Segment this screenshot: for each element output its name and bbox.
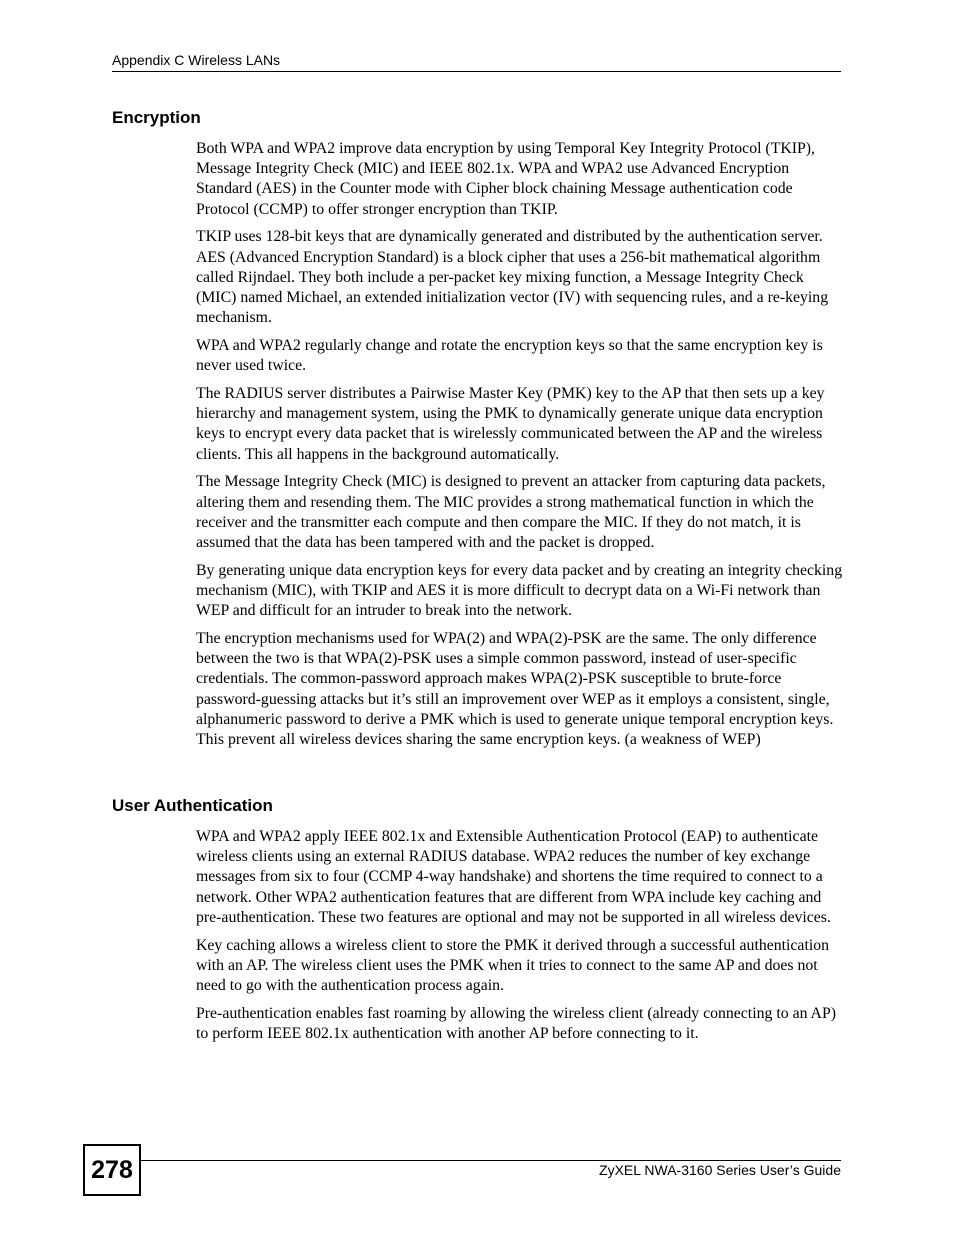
paragraph: TKIP uses 128-bit keys that are dynamically generated and distributed by the authentication server. AES (Advanced Encryption Standard) is a block cipher that uses a 256-bit mathematical algorithm called Rijndael. They both include a per-packet key mixing function, a Message Integrity Check (MIC) named Michael, an extended initialization vector (IV) with sequencing rules, and a re-keying mechanism.: [196, 228, 829, 327]
footer-guide-title: ZyXEL NWA-3160 Series User’s Guide: [599, 1162, 841, 1178]
paragraph: By generating unique data encryption keys for every data packet and by creating an integrity checking mechanism (MIC), with TKIP and AES it is more difficult to decrypt data on a Wi-Fi network than WEP and difficult for an intruder to break into the network.: [196, 561, 843, 620]
paragraph: Both WPA and WPA2 improve data encryption by using Temporal Key Integrity Protocol (TKIP), Message Integrity Check (MIC) and IEEE 802.1x. WPA and WPA2 use Advanced Encryption Standard (AES) in the Counter mode with Cipher block chaining Message authentication code Protocol (CCMP) to offer stronger encryption than TKIP.: [196, 140, 816, 218]
running-header-title: Appendix C Wireless LANs: [112, 52, 281, 68]
paragraph: WPA and WPA2 apply IEEE 802.1x and Extensible Authentication Protocol (EAP) to authenticate wireless clients using an external RADIUS database. WPA2 reduces the number of key exchange messages from six to four (CCMP 4-way handshake) and shortens the time required to connect to a network. Other WPA2 authentication features that are different from WPA include key caching and pre-authentication. These two features are optional and may not be supported in all wireless devices.: [196, 828, 831, 926]
user-authentication-section-body: [196, 827, 844, 1052]
section-heading-encryption: Encryption: [112, 108, 201, 127]
encryption-section-body: [196, 139, 844, 758]
paragraph: The Message Integrity Check (MIC) is designed to prevent an attacker from capturing data packets, altering them and resending them. The MIC provides a strong mathematical function in which the receiver and the transmitter each compute and then compare the MIC. If they do not match, it is assumed that the data has been tampered with and the packet is dropped.: [196, 473, 826, 552]
paragraph: The RADIUS server distributes a Pairwise Master Key (PMK) key to the AP that then sets up a key hierarchy and management system, using the PMK to dynamically generate unique data encryption keys to encrypt every data packet that is wirelessly communicated between the AP and the wireless clients. This all happens in the background automatically.: [196, 385, 825, 463]
paragraph: WPA and WPA2 regularly change and rotate the encryption keys so that the same encryption key is never used twice.: [196, 337, 823, 375]
paragraph: Pre-authentication enables fast roaming by allowing the wireless client (already connecting to an AP) to perform IEEE 802.1x authentication with another AP before connecting to it.: [196, 1004, 837, 1043]
paragraph: The encryption mechanisms used for WPA(2) and WPA(2)-PSK are the same. The only difference between the two is that WPA(2)-PSK uses a simple common password, instead of user-specific credentials. The common-password approach makes WPA(2)-PSK susceptible to brute-force password-guessing attacks but it’s still an improvement over WEP as it employs a consistent, single, alphanumeric password to derive a PMK which is used to generate unique temporal encryption keys. This prevent all wireless devices sharing the same encryption keys. (a weakness of WEP): [196, 630, 834, 749]
page-number: 278: [83, 1144, 141, 1196]
paragraph: Key caching allows a wireless client to store the PMK it derived through a successful authentication with an AP. The wireless client uses the PMK when it tries to connect to the same AP and does not need to go with the authentication process again.: [196, 936, 830, 995]
running-header: [112, 51, 841, 72]
section-heading-user-authentication: User Authentication: [112, 796, 273, 815]
